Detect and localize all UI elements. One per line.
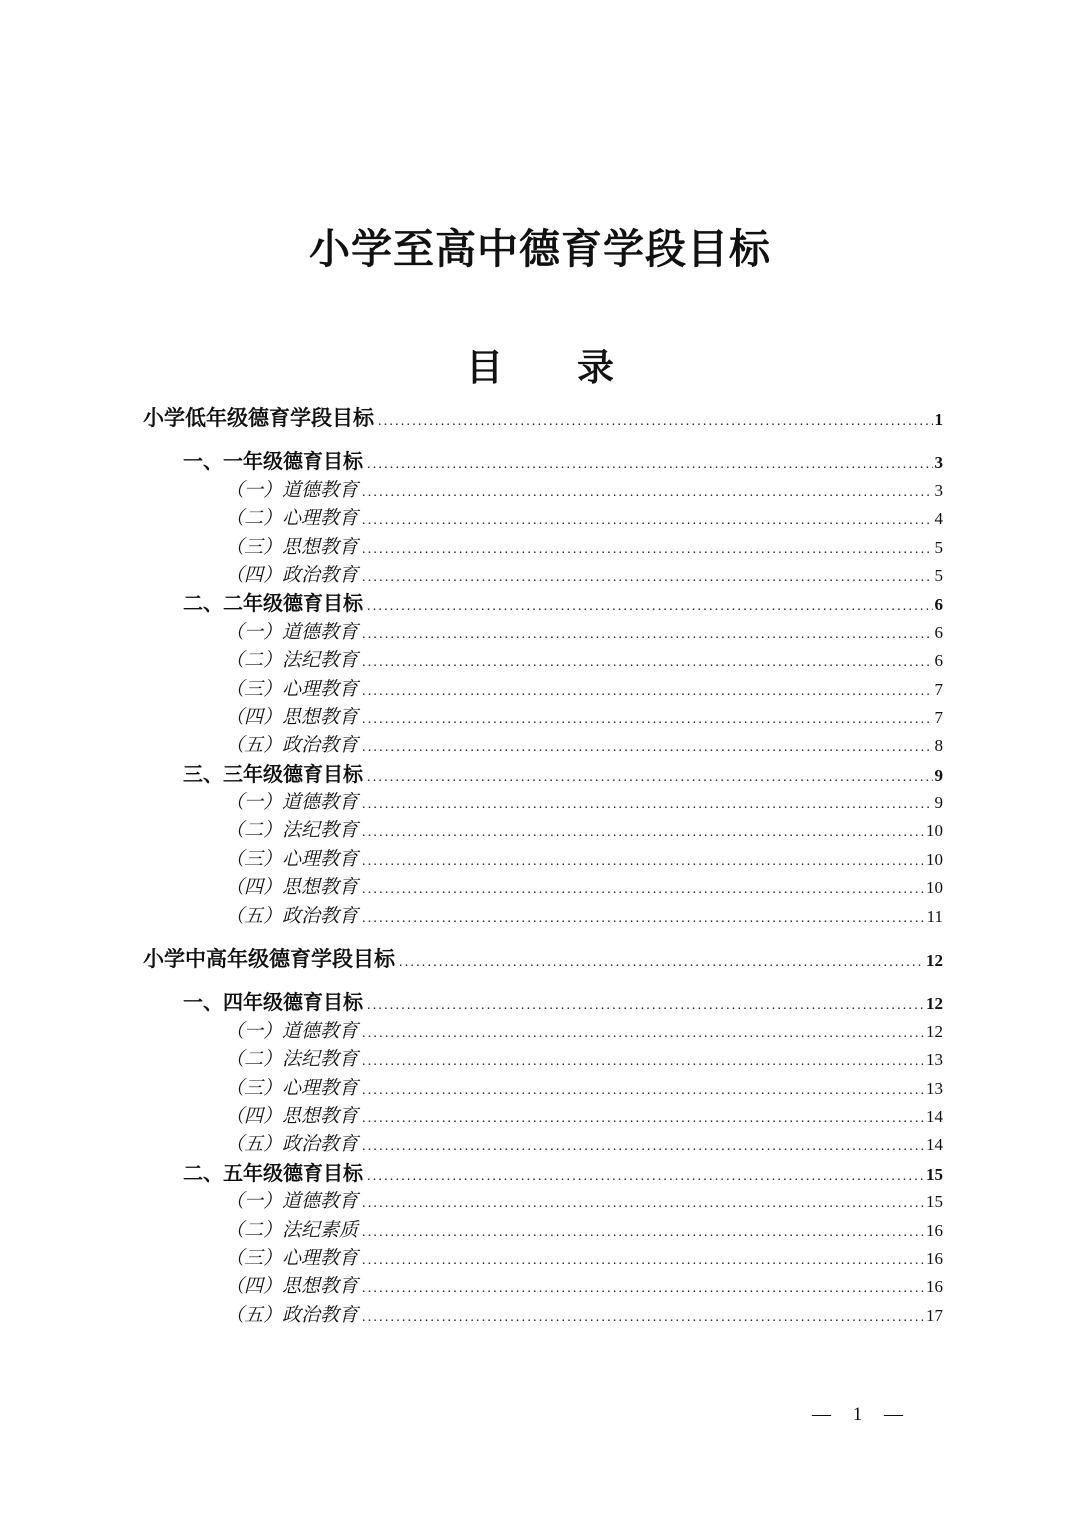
- toc-page-number: 16: [926, 1248, 943, 1268]
- toc-page-number: 14: [926, 1106, 943, 1126]
- toc-entry: [143, 732, 943, 760]
- toc-entry: [143, 846, 943, 874]
- toc-page-number: 6: [934, 651, 943, 671]
- toc-entry-label: （五）政治教育: [225, 735, 359, 757]
- dot-leader: [367, 764, 933, 792]
- toc-entry-label: （三）心理教育: [225, 678, 359, 700]
- toc-entry: [143, 989, 943, 1017]
- toc-entry-label: 小学中高年级德育学段目标: [143, 948, 395, 972]
- toc-page-number: 10: [926, 849, 943, 869]
- toc-entry-label: （四）思想教育: [225, 1276, 359, 1298]
- toc-page-number: 16: [926, 1277, 943, 1297]
- dot-leader: [362, 734, 932, 762]
- dot-leader: [362, 1105, 924, 1133]
- toc-entry: [143, 789, 943, 817]
- toc-entry: [143, 405, 943, 433]
- toc-entry-label: 三、三年级德育目标: [183, 763, 363, 786]
- toc-page-number: 12: [926, 951, 943, 971]
- dot-leader: [378, 408, 933, 436]
- toc-page-number: 9: [934, 765, 943, 785]
- toc-entry-label: （二）法纪教育: [225, 650, 359, 672]
- toc-page-number: 4: [934, 509, 943, 529]
- toc-entry: [143, 874, 943, 902]
- toc-entry-label: （四）思想教育: [225, 877, 359, 899]
- toc-entry: [143, 761, 943, 789]
- toc-entry: [143, 1302, 943, 1330]
- toc-page-number: 15: [926, 1192, 943, 1212]
- toc-page-number: 5: [934, 565, 943, 585]
- toc-entry: [143, 1188, 943, 1216]
- dot-leader: [367, 593, 933, 621]
- toc-entry-label: （五）政治教育: [225, 1134, 359, 1156]
- toc-entry-label: （二）法纪教育: [225, 1049, 359, 1071]
- dot-leader: [362, 905, 925, 933]
- toc-page-number: 15: [926, 1164, 943, 1184]
- toc-entry-label: （四）思想教育: [225, 1105, 359, 1127]
- toc-entry-label: （三）心理教育: [225, 848, 359, 870]
- toc-page-number: 9: [934, 793, 943, 813]
- toc-entry: [143, 477, 943, 505]
- page-number-footer: — 1 —: [812, 1404, 906, 1425]
- toc-entry: [143, 1160, 943, 1188]
- toc-entry-label: （二）法纪素质: [225, 1219, 359, 1241]
- dot-leader: [362, 1275, 924, 1303]
- toc-entry-label: （五）政治教育: [225, 905, 359, 927]
- dot-leader: [367, 1163, 924, 1191]
- toc-entry-label: 小学低年级德育学段目标: [143, 407, 374, 430]
- toc-page-number: 5: [934, 537, 943, 557]
- toc-entry: [143, 1103, 943, 1131]
- dot-leader: [362, 1077, 924, 1105]
- dot-leader: [362, 1219, 924, 1247]
- toc-entry: [143, 1046, 943, 1074]
- dot-leader: [362, 1190, 924, 1218]
- dot-leader: [362, 649, 932, 677]
- toc-entry: [143, 903, 943, 931]
- toc-page-number: 1: [934, 410, 943, 429]
- toc-entry-label: （一）道德教育: [225, 792, 359, 814]
- toc-page-number: 16: [926, 1220, 943, 1240]
- dot-leader: [367, 451, 933, 479]
- toc-page-number: 7: [934, 707, 943, 727]
- toc-entry-label: （三）思想教育: [225, 536, 359, 558]
- toc-entry: [143, 448, 943, 476]
- toc-entry: [143, 1245, 943, 1273]
- toc-heading: 目 录: [466, 347, 614, 389]
- dot-leader: [362, 1133, 924, 1161]
- toc-page-number: 7: [934, 679, 943, 699]
- toc-page-number: 12: [926, 994, 943, 1014]
- toc-page-number: 17: [926, 1305, 943, 1325]
- dot-leader: [362, 1048, 924, 1076]
- toc-entry-label: （五）政治教育: [225, 1304, 359, 1326]
- toc-entry: [143, 817, 943, 845]
- toc-entry: [143, 647, 943, 675]
- dot-leader: [362, 507, 932, 535]
- toc-entry-label: （三）心理教育: [225, 1077, 359, 1099]
- toc-entry-label: （四）思想教育: [225, 706, 359, 728]
- toc-page-number: 12: [926, 1021, 943, 1041]
- dot-leader: [362, 791, 932, 819]
- dot-leader: [399, 949, 924, 977]
- toc-entry: [143, 946, 943, 974]
- dot-leader: [362, 876, 924, 904]
- toc-entry: [143, 590, 943, 618]
- page-title: 小学至高中德育学段目标: [309, 226, 771, 273]
- dot-leader: [362, 1020, 924, 1048]
- toc-entry-label: 一、一年级德育目标: [183, 451, 363, 474]
- dot-leader: [362, 1247, 924, 1275]
- dot-leader: [362, 848, 924, 876]
- toc-page-number: 11: [926, 906, 943, 926]
- toc-entry-label: （一）道德教育: [225, 479, 359, 501]
- dot-leader: [362, 706, 932, 734]
- toc-entry-label: （一）道德教育: [225, 1191, 359, 1213]
- toc-entry-label: 二、二年级德育目标: [183, 593, 363, 616]
- dot-leader: [362, 536, 932, 564]
- dot-leader: [362, 678, 932, 706]
- toc-entry: [143, 1131, 943, 1159]
- toc-page-number: 8: [934, 736, 943, 756]
- dot-leader: [362, 564, 932, 592]
- toc-entry: [143, 505, 943, 533]
- toc-entry: [143, 619, 943, 647]
- toc-page-number: 14: [926, 1135, 943, 1155]
- toc-page-number: 10: [926, 878, 943, 898]
- toc-page-number: 13: [926, 1050, 943, 1070]
- toc-entry: [143, 1273, 943, 1301]
- toc-entry-label: 二、五年级德育目标: [183, 1162, 363, 1185]
- toc-entry: [143, 1075, 943, 1103]
- dot-leader: [362, 1304, 924, 1332]
- dot-leader: [362, 621, 932, 649]
- toc-entry-label: （四）政治教育: [225, 564, 359, 586]
- toc-list: [143, 390, 943, 1330]
- toc-page-number: 6: [934, 595, 943, 615]
- toc-page-number: 3: [934, 453, 943, 473]
- toc-entry: [143, 1217, 943, 1245]
- toc-entry-label: （一）道德教育: [225, 621, 359, 643]
- toc-entry-label: （二）法纪教育: [225, 820, 359, 842]
- toc-page-number: 3: [934, 480, 943, 500]
- toc-entry-label: （三）心理教育: [225, 1247, 359, 1269]
- toc-entry: [143, 562, 943, 590]
- toc-entry-label: （一）道德教育: [225, 1020, 359, 1042]
- toc-entry-label: （二）心理教育: [225, 508, 359, 530]
- dot-leader: [362, 819, 924, 847]
- toc-entry: [143, 534, 943, 562]
- toc-entry-label: 一、四年级德育目标: [183, 992, 363, 1015]
- toc-page-number: 13: [926, 1078, 943, 1098]
- dot-leader: [362, 479, 932, 507]
- toc-page-number: 6: [934, 622, 943, 642]
- toc-page-number: 10: [926, 821, 943, 841]
- toc-entry: [143, 704, 943, 732]
- toc-entry: [143, 1018, 943, 1046]
- dot-leader: [367, 992, 924, 1020]
- toc-entry: [143, 676, 943, 704]
